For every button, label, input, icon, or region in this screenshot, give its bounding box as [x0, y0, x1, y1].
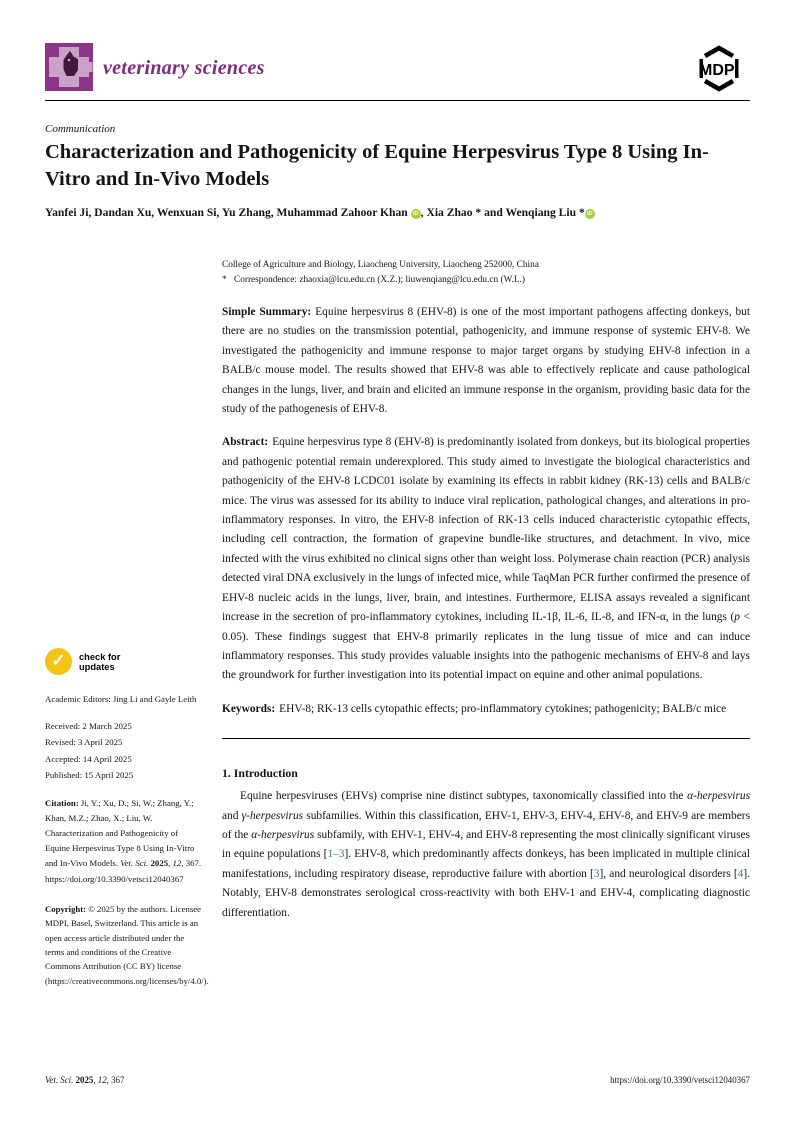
received-date: Received: 2 March 2025: [45, 720, 132, 731]
correspondence-star: *: [222, 275, 227, 285]
check-for-updates-line2: updates: [79, 661, 115, 672]
keywords: [222, 700, 750, 719]
checkmark-icon: ✓: [45, 648, 72, 675]
footer-citation: Vet. Sci. 2025, 12, 367: [45, 1075, 125, 1085]
journal-logo-block: [45, 43, 265, 91]
check-for-updates-button[interactable]: [45, 648, 205, 675]
header-divider: [45, 100, 750, 101]
simple-summary-label: Simple Summary:: [222, 306, 312, 318]
main-column: [222, 303, 750, 923]
keywords-label: Keywords:: [222, 702, 276, 715]
correspondence[interactable]: Correspondence: zhaoxia@lcu.edu.cn (X.Z.); liuwenqiang@lcu.edu.cn (W.L.): [234, 275, 525, 285]
veterinary-sciences-logo-icon: [45, 43, 93, 91]
mdpi-logo-text: MDPI: [699, 62, 739, 79]
page-footer: [45, 1075, 750, 1085]
revised-date: Revised: 3 April 2025: [45, 737, 123, 747]
article-type: Communication: [45, 123, 116, 135]
author-list: Yanfei Ji, Dandan Xu, Wenxuan Si, Yu Zhang, Muhammad Zahoor Khan iD , Xia Zhao * and Wenqiang Liu * iD: [45, 206, 751, 219]
mdpi-logo: [688, 44, 750, 93]
orcid-icon[interactable]: iD: [585, 209, 595, 219]
sidebar: [45, 648, 209, 988]
article-head: [45, 123, 751, 219]
academic-editors: Academic Editors: Jing Li and Gayle Leith: [45, 694, 197, 704]
copyright-block: Copyright: © 2025 by the authors. Licensee MDPI, Basel, Switzerland. This article is an open access article distributed under the terms and conditions of the Creative Commons Attribution (CC BY) license (https://creativecommons.org/licenses/by/4.0/).: [45, 903, 209, 986]
section-heading-introduction: 1. Introduction: [222, 766, 298, 781]
reference-link[interactable]: 1–3: [327, 848, 345, 861]
footer-doi-link[interactable]: https://doi.org/10.3390/vetsci12040367: [610, 1075, 750, 1085]
journal-name: veterinary sciences: [103, 56, 265, 79]
article-title: Characterization and Pathogenicity of Equine Herpesvirus Type 8 Using In-Vitro and In-Vivo Models: [45, 141, 709, 190]
page-header: [45, 43, 750, 93]
check-for-updates-label: [79, 652, 120, 672]
reference-link[interactable]: 4: [737, 867, 744, 880]
check-for-updates-line1: check for: [79, 651, 121, 662]
accepted-date: Accepted: 14 April 2025: [45, 753, 132, 764]
orcid-icon[interactable]: iD: [411, 209, 421, 219]
affiliation: College of Agriculture and Biology, Liaocheng University, Liaocheng 252000, China: [222, 260, 539, 270]
keywords-text: EHV-8; RK-13 cells cytopathic effects; pro-inflammatory cytokines; pathogenicity; BALB/c mice: [279, 702, 727, 715]
published-date: Published: 15 April 2025: [45, 770, 134, 780]
citation-block: Citation: Ji, Y.; Xu, D.; Si, W.; Zhang, Y.; Khan, M.Z.; Zhao, X.; Liu, W. Characterization and Pathogenicity of Equine Herpesvirus Type 8 Using In-Vitro and In-Vivo Models. Vet. Sci. 2025, 12, 367. https://doi.org/10.3390/vetsci12040367: [45, 797, 202, 884]
affiliation-block: [222, 258, 752, 288]
keywords-divider: [222, 738, 750, 739]
simple-summary: [222, 303, 750, 419]
introduction-paragraph: Equine herpesviruses (EHVs) comprise nine distinct subtypes, taxonomically classified into the α-herpesvirus and γ-herpesvirus subfamilies. Within this classification, EHV-1, EHV-3, EHV-4, EHV-8, and EHV-9 are members of the α-herpesvirus subfamily, with EHV-1, EHV-4, and EHV-8 representing the most clinically significant viruses in equine populations [1–3]. EHV-8, which predominantly affects donkeys, has been implicated in multiple clinical manifestations, including respiratory disease, reproductive failure with abortion [3], and neurological disorders [4]. Notably, EHV-8 demonstrates serological cross-reactivity with both EHV-1 and EHV-4, complicating diagnostic differentiation.: [222, 790, 751, 919]
simple-summary-text: Equine herpesvirus 8 (EHV-8) is one of the most important pathogens affecting donkeys, but there are no studies on the transmission potential, pathogenicity, and immune response of systemic EHV-8. We investigated the pathogenicity and immune response to major target organs by studying EHV-8 infection in a BALB/c mouse model. The results showed that EHV-8 was able to effectively replicate and cause pathological changes in the lungs, liver, and brain and elicited an immune response in the organism, providing basic data for the study of the pathogenesis of EHV-8.: [222, 306, 750, 416]
article-dates: [45, 718, 205, 784]
correspondence-line: [222, 273, 752, 288]
abstract: [222, 433, 750, 685]
reference-link[interactable]: 3: [593, 867, 600, 880]
abstract-label: Abstract:: [222, 436, 269, 449]
abstract-text: Equine herpesvirus type 8 (EHV-8) is predominantly isolated from donkeys, but its biological properties and pathogenic potential remain underexplored. This study aimed to investigate the biological characteristics and pathogenicity of the EHV-8 LCDC01 isolate by examining its effects in rabbit kidney (RK-13) cells and BALB/c mice. The virus was assessed for its ability to induce viral replication, pathological changes, and alterations in pro-inflammatory responses. In vitro, the EHV-8 infection of RK-13 cells induced characteristic cytopathic effects, including cell contraction, the formation of grapevine bundle-like structures, and detachment. In vivo, mice infected with the virus exhibited no clinical signs other than weight loss. Polymerase chain reaction (PCR) analysis detected viral DNA exclusively in the lungs of infected mice, while TaqMan PCR further confirmed the presence of EHV-8 nucleic acids in the lungs, liver, brain, and intestines. Furthermore, ELISA assays revealed a significant increase in the secretion of pro-inflammatory cytokines, including IL-1β, IL-6, IL-8, and IFN-α, in the lungs (p < 0.05). These findings suggest that EHV-8 primarily replicates in the lung tissue of mice and can induce inflammatory responses. This study provides valuable insights into the pathogenic mechanisms of EHV-8 and lays the groundwork for further investigation into its potential impact on equine and other animal populations.: [222, 436, 750, 682]
